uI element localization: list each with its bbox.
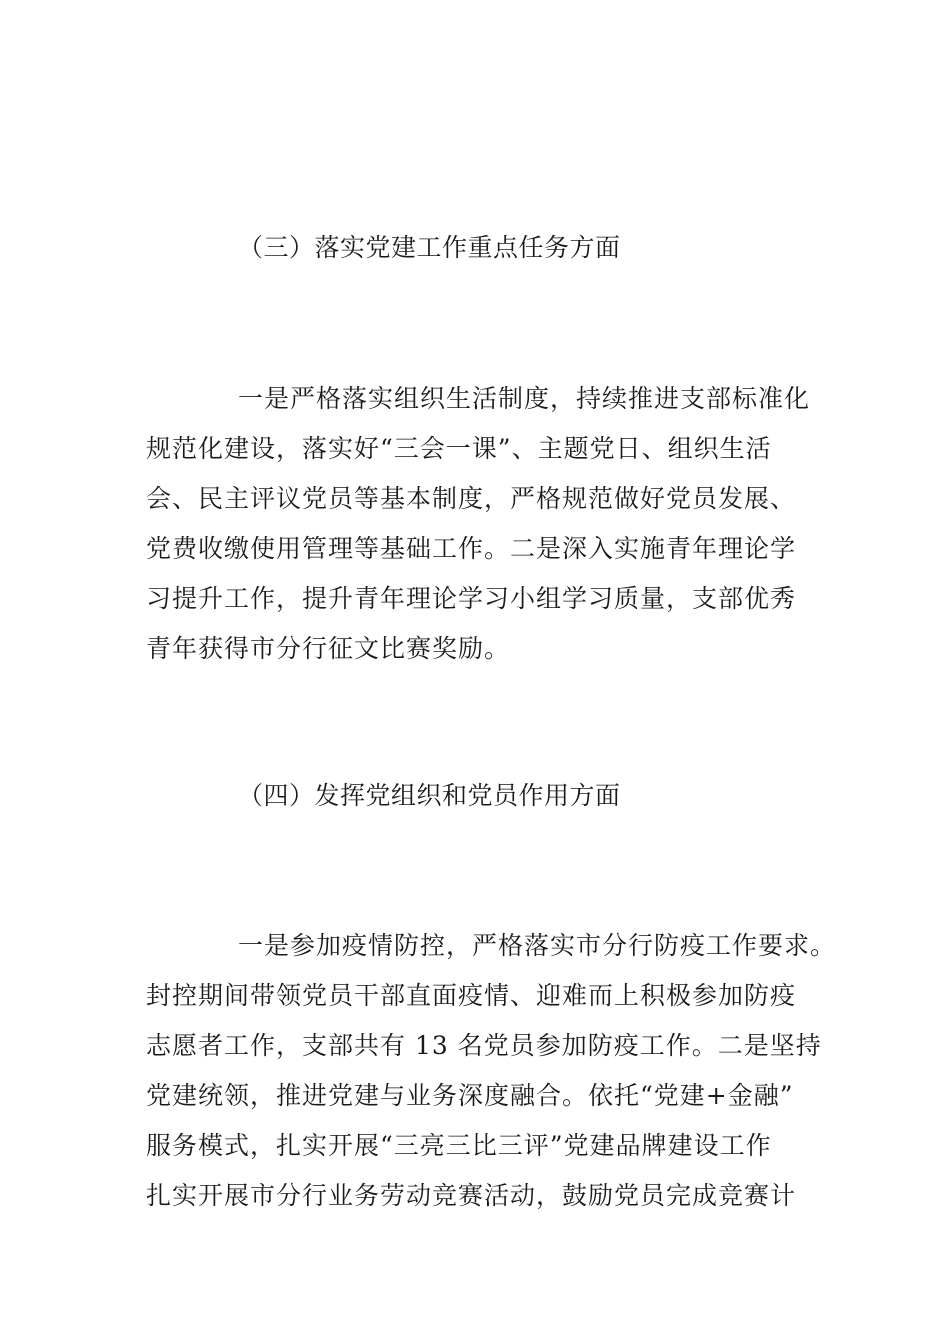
section-3-line-5: 习提升工作，提升青年理论学习小组学习质量，支部优秀 (146, 584, 797, 613)
section-3-line-3: 会、民主评议党员等基本制度，严格规范做好党员发展、 (146, 484, 797, 513)
section-4-line-6: 扎实开展市分行业务劳动竞赛活动，鼓励党员完成竞赛计 (146, 1181, 797, 1210)
section-3-line-1: 一是严格落实组织生活制度，持续推进支部标准化 (238, 384, 811, 413)
section-4-line-4: 党建统领，推进党建与业务深度融合。依托“党建+金融” (146, 1081, 794, 1110)
section-3-line-2: 规范化建设，落实好“三会一课”、主题党日、组织生活 (146, 434, 772, 463)
section-4-line-2: 封控期间带领党员干部直面疫情、迎难而上积极参加防疫 (146, 981, 797, 1010)
section-4-line-3: 志愿者工作，支部共有 13 名党员参加防疫工作。二是坚持 (146, 1031, 822, 1060)
section-3-heading: （三）落实党建工作重点任务方面 (238, 233, 621, 262)
section-4-line-1: 一是参加疫情防控，严格落实市分行防疫工作要求。 (238, 931, 837, 960)
section-3-line-6: 青年获得市分行征文比赛奖励。 (146, 634, 511, 663)
section-4-line-5: 服务模式，扎实开展“三亮三比三评”党建品牌建设工作 (146, 1131, 772, 1160)
section-3-line-4: 党费收缴使用管理等基础工作。二是深入实施青年理论学 (146, 534, 797, 563)
section-4-heading: （四）发挥党组织和党员作用方面 (238, 781, 621, 810)
